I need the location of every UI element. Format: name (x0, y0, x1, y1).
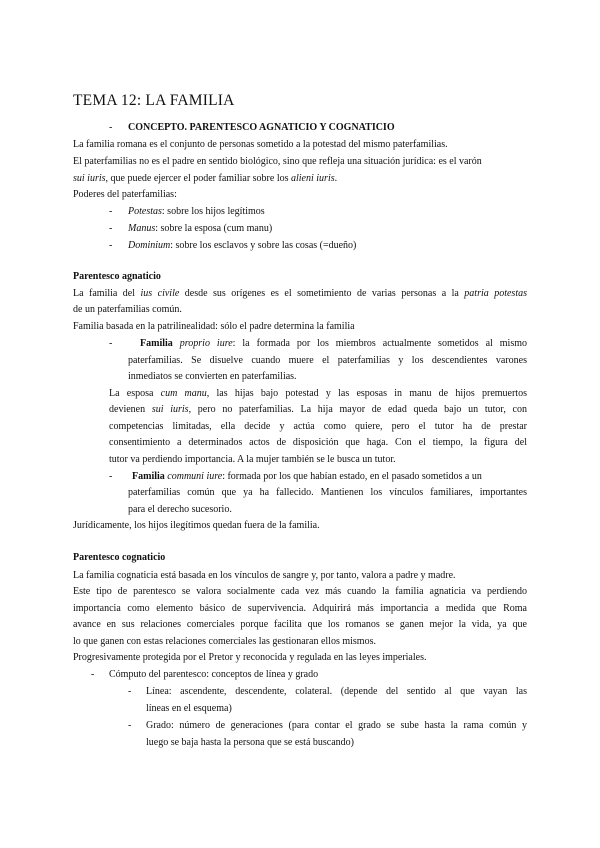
list-dash: - (91, 669, 95, 680)
term-familia: Familia (132, 471, 165, 482)
list-dash: - (109, 471, 113, 482)
familia-communi-iure-line-1 (128, 471, 482, 483)
list-dash: - (128, 686, 132, 697)
cognatic-line-3: importancia como elemento básico de supervivencia. Adquirirá más importancia a medida que Roma (73, 603, 527, 614)
term-sui-iuris: sui iuris (73, 173, 106, 184)
agnatic-para-line-4: consentimiento a determinados actos de disposición que haga. Con el tiempo, la figura del (109, 437, 527, 448)
term-proprio-iure: proprio iure (179, 338, 233, 349)
list-dash: - (109, 338, 113, 349)
linea-line-1: Línea: ascendente, descendente, colateral. (depende del sentido al que vayan las (146, 686, 527, 697)
power-sep: : (155, 223, 161, 234)
list-dash: - (128, 720, 132, 731)
term-communi-iure: communi iure (167, 471, 223, 482)
computo-item: Cómputo del parentesco: conceptos de línea y grado (109, 669, 319, 680)
power-item-dominium (128, 240, 356, 252)
power-sep: : (170, 240, 176, 251)
familia-proprio-iure-line-2: paterfamilias. Se disuelve cuando muere el paterfamilias y los descendientes varones (128, 355, 527, 366)
agnatic-para-line-3: competencias limitadas, ella decide y actúa como quiere, pero el tutor ha de prestar (109, 421, 527, 432)
para-text: La esposa (109, 388, 161, 399)
term-sui-iuris: sui iuris (151, 404, 189, 415)
power-item-potestas (128, 206, 265, 218)
intro-line-3-text: , que puede ejercer el poder familiar sobre los (105, 173, 291, 184)
cognatic-line-6: Progresivamente protegida por el Pretor y reconocida y regulada en las leyes imperiales. (73, 652, 427, 663)
cognatic-line-2: Este tipo de parentesco se valora socialmente cada vez más cuando la familia agnaticia va perdiendo (73, 586, 527, 597)
section-heading-agnatic: Parentesco agnaticio (73, 271, 161, 282)
cognatic-line-5: lo que ganen con estas relaciones comerciales las gestionaran ellos mismos. (73, 636, 376, 647)
term-cum-manu: cum manu (160, 388, 207, 399)
section-heading-cognatic: Parentesco cognaticio (73, 552, 166, 563)
familia-proprio-iure-line-3: inmediatos se convierten en paterfamilias. (128, 371, 297, 382)
list-dash: - (109, 223, 113, 234)
intro-line-3-end: . (334, 173, 338, 184)
cognatic-line-4: avance en sus relaciones comerciales porque facilita que los romanos se ganen mejor la vida, ya que (73, 619, 527, 630)
power-text: sobre la esposa (cum manu) (160, 223, 273, 234)
power-text: sobre los hijos legítimos (167, 206, 265, 217)
agnatic-p3: Jurídicamente, los hijos ilegítimos quedan fuera de la familia. (73, 520, 320, 531)
intro-line-2: El paterfamilias no es el padre en sentido biológico, sino que refleja una situación jurídica: es el varón (73, 156, 482, 167)
agnatic-p1-text: La familia del (73, 288, 141, 299)
power-term: Potestas (128, 206, 162, 217)
page-title: TEMA 12: LA FAMILIA (73, 92, 235, 109)
para-text-2: , pero no paterfamilias. La hija mayor de edad queda bajo un tutor, con (188, 404, 528, 415)
power-item-manus (128, 223, 272, 235)
grado-line-1: Grado: número de generaciones (para contar el grado se sube hasta la rama común y (146, 720, 527, 731)
list-dash: - (109, 206, 113, 217)
section-heading-concept: CONCEPTO. PARENTESCO AGNATICIO Y COGNATICIO (128, 122, 395, 133)
intro-line-4: Poderes del paterfamilias: (73, 189, 177, 200)
familia-proprio-iure-line-1 (128, 338, 527, 350)
familia-communi-iure-line-2: paterfamilias común que ya ha fallecido. Mantienen los vínculos familiares, importantes (128, 487, 527, 498)
power-term: Manus (128, 223, 156, 234)
term-patria-potestas: patria potestas (464, 288, 527, 299)
para-text: devienen (109, 404, 152, 415)
power-term: Dominium (128, 240, 171, 251)
agnatic-p1-line-2: de un paterfamilias común. (73, 304, 182, 315)
grado-line-2: luego se baja hasta la persona que se está buscando) (146, 737, 354, 748)
para-text-2: , las hijas bajo potestad y las esposas in manu de hijos premuertos (206, 388, 527, 399)
agnatic-para-line-1 (109, 388, 527, 400)
term-alieni-iuris: alieni iuris (291, 173, 335, 184)
intro-line-3 (73, 173, 337, 185)
power-sep: : (161, 206, 168, 217)
intro-line-1: La familia romana es el conjunto de personas sometido a la potestad del mismo paterfamilias. (73, 139, 448, 150)
familia-communi-iure-line-3: para el derecho sucesorio. (128, 504, 232, 515)
cognatic-line-1: La familia cognaticia está basada en los vínculos de sangre y, por tanto, valora a padre y madre. (73, 570, 456, 581)
term-ius-civile: ius civile (140, 288, 180, 299)
agnatic-para-line-2 (109, 404, 527, 416)
power-text: sobre los esclavos y sobre las cosas (=dueño) (175, 240, 357, 251)
linea-line-2: líneas en el esquema) (146, 703, 232, 714)
agnatic-p1-line-1 (73, 288, 527, 300)
agnatic-p1-text-2: desde sus orígenes es el sometimiento de varias personas a la (179, 288, 465, 299)
agnatic-p2: Familia basada en la patrilinealidad: sólo el padre determina la familia (73, 321, 355, 332)
familia-proprio-iure-text: : la formada por los miembros actualmente sometidos al mismo (232, 338, 527, 349)
term-familia: Familia (140, 338, 173, 349)
list-dash: - (109, 122, 113, 133)
familia-communi-iure-text: : formada por los que habían estado, en el pasado sometidos a un (222, 471, 482, 482)
list-dash: - (109, 240, 113, 251)
agnatic-para-line-5: tutor va perdiendo importancia. A la mujer también se le busca un tutor. (109, 454, 396, 465)
